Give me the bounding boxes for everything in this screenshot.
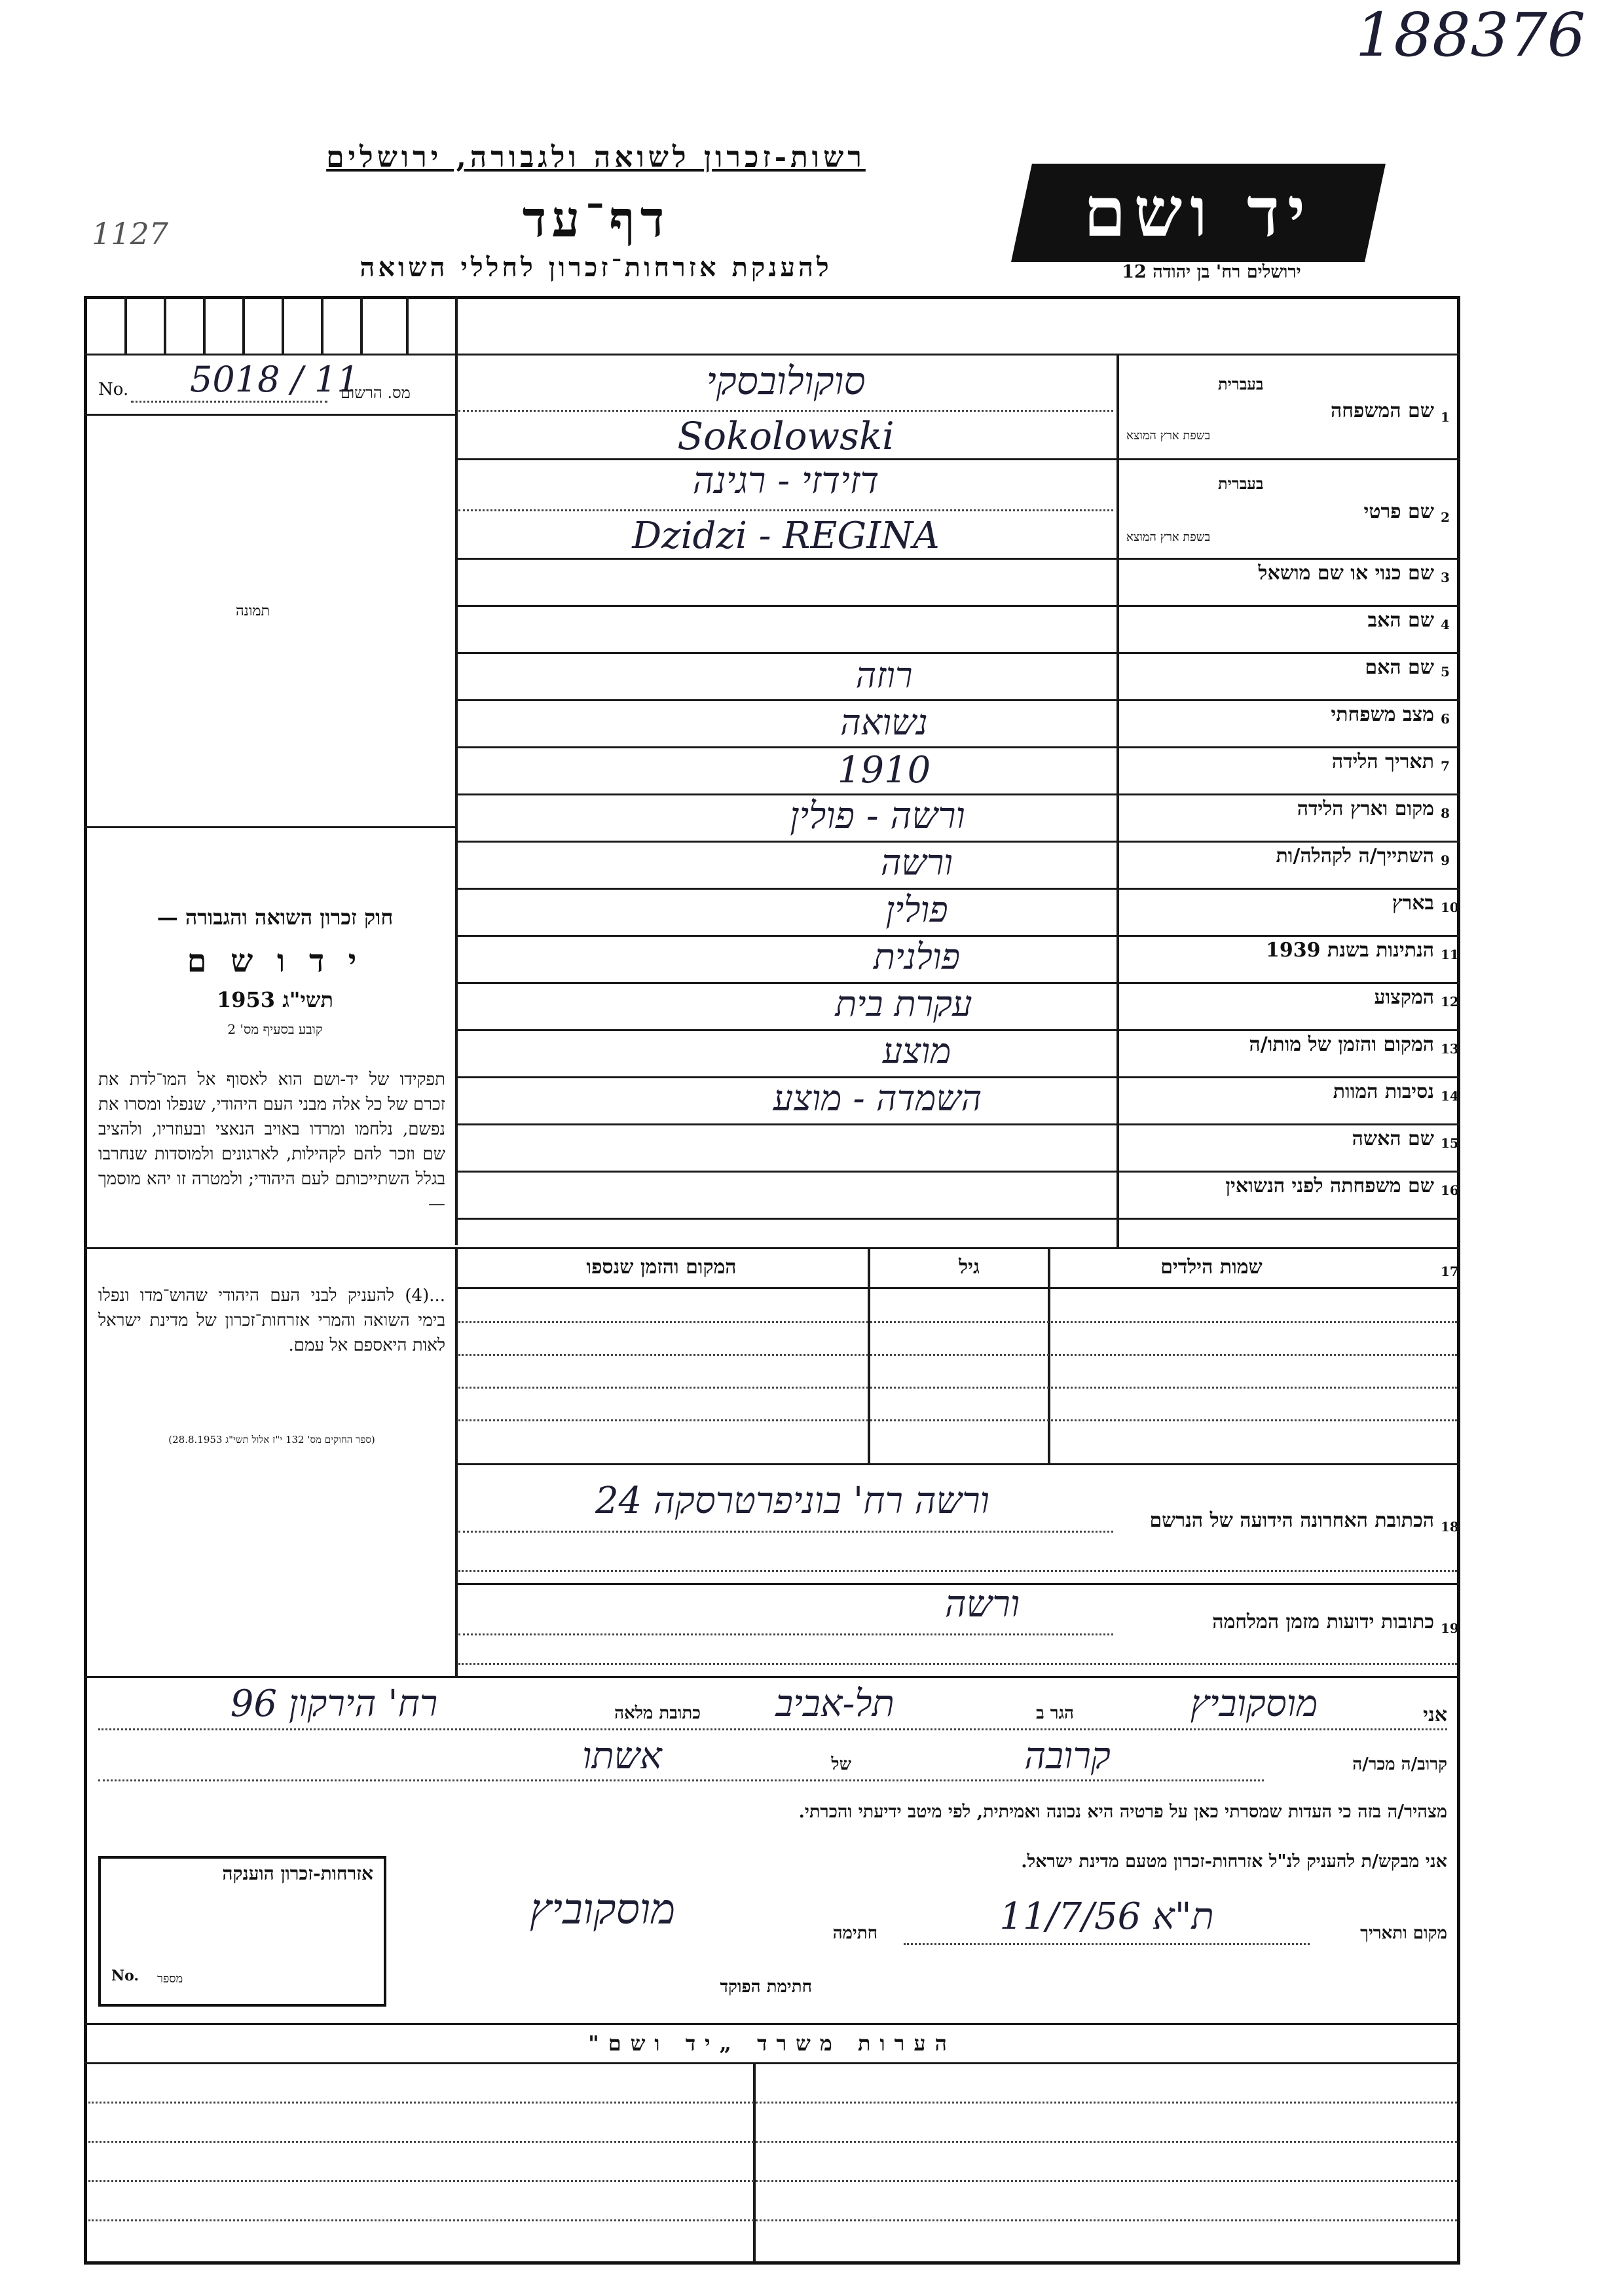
field-value-community: ורשה [880,842,953,883]
address-dotted [458,1633,1113,1635]
row-line [455,699,1460,701]
declaration-top-line [84,1676,1460,1678]
signature-label: חתימה [832,1923,877,1943]
declarant-of-label: של [831,1755,851,1774]
children-col-place: המקום והזמן שנספו [586,1256,737,1279]
remarks-dotted [88,2102,1457,2104]
remarks-dotted [88,2141,1457,2143]
field-value-family-name-origin: Sokolowski [677,414,895,458]
field-number: 1 [1441,409,1450,425]
authority-title: רשות-זכרון לשואה ולגבורה, ירושלים [326,141,866,174]
row-line [455,1218,1460,1220]
field-label-first-name: שם פרטי [1363,500,1434,523]
field-label-country: בארץ [1392,892,1434,915]
declarant-address: רח' הירקון 96 [230,1683,438,1725]
row-line [455,558,1460,560]
place-date-dotted [904,1943,1310,1945]
declarant-relation: קרובה [1024,1735,1111,1777]
tally-divider [242,296,245,354]
field-number: 10 [1441,900,1459,915]
field-value-death-circumstances: השמדה - מוצע [773,1078,982,1119]
row-line [455,1171,1460,1173]
field-label-marital-status: מצב משפחתי [1331,703,1434,726]
law-source: (ספר החוקים מס' 132 י"ז אלול תשי"ג 28.8.1953) [168,1434,375,1446]
field-label-occupation: המקצוע [1374,986,1434,1009]
children-col-age: גיל [959,1256,980,1279]
stamp-number: 1127 [92,216,169,251]
field-value-first-name-hebrew: דזידזי - רגינה [692,460,879,502]
field-sub-hebrew: בעברית [1218,474,1264,493]
field-value-last-address: ורשה רח' בוניפרטרסקה 24 [595,1480,990,1522]
field-number: 15 [1441,1135,1459,1151]
field-label-community: השתייך/ה לקהלה/ות [1276,845,1434,867]
field-number: 14 [1441,1088,1459,1104]
children-row-line [458,1387,1457,1389]
field-value-marital-status: נשואה [840,702,928,743]
place-date-value: ת"א 11/7/56 [999,1895,1214,1938]
field-value-country: פולין [885,889,948,930]
award-number-prefix: No. [111,1967,139,1984]
registration-value: 5018 / 11 [190,359,360,400]
field-value-birth-date: 1910 [837,749,931,792]
children-row-line [458,1419,1457,1421]
row-dotted [458,509,1113,511]
archive-number: 188376 [1356,0,1586,70]
declarant-name: מוסקוביץ [1190,1683,1318,1725]
form-title: דף־עד [522,190,670,248]
field-sub-origin: בשפת ארץ המוצא [1126,530,1211,544]
tally-divider [124,296,127,354]
field-value-first-name-origin: Dzidzi - REGINA [632,515,940,557]
field-number: 17 [1441,1264,1459,1279]
signature-value: מוסקוביץ [529,1886,676,1934]
registration-bottom-line [84,414,455,416]
field-number: 12 [1441,994,1459,1010]
row-line [455,746,1460,748]
tally-divider [321,296,323,354]
field-number: 4 [1441,617,1450,632]
registration-prefix: No. [98,380,129,399]
declarant-dotted [98,1779,1264,1781]
declaration-statement-2: אני מבקש/ת להעניק לנ"ל אזרחות-זכרון מטעם מדינת ישראל. [1021,1851,1447,1872]
remarks-divider [753,2062,756,2262]
tally-divider [164,296,166,354]
field-number: 16 [1441,1182,1459,1198]
award-box-title: אזרחות-זכרון הוענקה [222,1863,373,1884]
field-value-war-addresses: ורשה [944,1583,1020,1626]
declarant-of-value: אשתו [582,1735,662,1777]
photo-bottom-line [84,826,455,828]
logo-text: יד ושם [1083,172,1314,252]
field-value-occupation: עקרת בית [835,983,972,1025]
law-name: י ד ו ש ם [187,943,363,979]
tally-divider [406,296,409,354]
logo-address: ירושלים רח' בן יהודה 12 [1122,262,1301,282]
field-label-father-name: שם האב [1367,609,1434,632]
place-date-label: מקום ותאריך [1360,1923,1447,1943]
declarant-i-label: אני [1423,1704,1447,1726]
label-column-divider [1116,354,1119,1247]
tally-divider [282,296,284,354]
field-value-mother-name: רוזה [855,655,913,696]
law-paragraph-1: תפקידו של יד-ושם הוא לאסוף אל המו־לדת את זכרם של כל אלה מבני העם היהודי, שנפלו ומסרו את נפשם, נלחמו ומרדו באויב הנאצי ובעוזריו, ולהציב שם וזכר להם לקהילות, לארגונים ולמוסדות שנחרבו בגלל השתייכותם לעם היהודי; ולמטרה זו יהא מוסמך — [98,1070,445,1214]
row-line [455,1123,1460,1125]
field-label-mother-name: שם האם [1365,656,1434,679]
form-subtitle: להענקת אזרחות־זכרון לחללי השואה [360,252,832,283]
field-sub-hebrew: בעברית [1218,374,1264,393]
top-strip-line [84,354,1460,355]
photo-label: תמונה [236,603,270,619]
field-label-family-name: שם המשפחה [1330,399,1434,422]
declarant-dotted [98,1728,1447,1730]
field-number: 5 [1441,664,1450,680]
field-number: 2 [1441,509,1450,525]
children-top-line [84,1247,1460,1249]
registration-label: מס. הרשום [341,384,411,402]
field-label-nickname: שם כנוי או שם מושאל [1258,562,1434,585]
children-header-line [455,1287,1460,1289]
row-line [455,605,1460,607]
field-number: 3 [1441,570,1450,585]
declarant-address-label: כתובת מלאה [614,1704,701,1723]
field-value-birth-place: ורשה - פולין [790,795,965,837]
address-dotted [458,1663,1457,1665]
field-number: 13 [1441,1041,1459,1057]
field-label-war-addresses: כתובות ידועות מזמן המלחמה [1212,1611,1434,1633]
field-label-maiden-name: שם משפחתה לפני הנשואין [1225,1175,1434,1197]
field-number: 9 [1441,852,1450,868]
remarks-top-line [84,2023,1460,2025]
field-number: 11 [1441,947,1459,962]
declarant-relative-label: קרוב/ה מכר/ה [1352,1755,1447,1774]
row-line [455,652,1460,654]
field-number: 8 [1441,805,1450,821]
remarks-dotted [88,2219,1457,2221]
field-label-citizenship-1939: הנתינות בשנת 1939 [1265,939,1434,962]
remarks-title: הערות משרד „יד ושם" [588,2031,956,2056]
field-label-death-place-time: המקום והזמן של מותו/ה [1249,1033,1434,1056]
children-col-names: שמות הילדים [1160,1256,1263,1279]
declarant-city: תל-אביב [775,1683,895,1725]
remarks-header-line [84,2062,1460,2064]
law-year: תשי"ג 1953 [217,987,333,1012]
declaration-statement-1: מצהיר/ה בזה כי העדות שמסרתי כאן על פרטיה היא נכונה ואמיתית, לפי מיטב ידיעתי והכרתי. [798,1802,1447,1822]
remarks-dotted [88,2180,1457,2182]
field-label-birth-date: תאריך הלידה [1331,750,1434,773]
field-label-birth-place: מקום וארץ הלידה [1297,797,1434,820]
field-label-death-circumstances: נסיבות המוות [1333,1080,1434,1103]
law-note: קובע בסעיף מס' 2 [227,1021,323,1037]
children-row-line [458,1321,1457,1323]
officer-signature-label: חתימת הפוקד [720,1977,812,1997]
award-number-label: מספר [157,1972,183,1986]
children-row-line [458,1354,1457,1356]
children-bottom-line [455,1463,1460,1465]
children-divider [455,1247,458,1463]
row-dotted [458,410,1113,412]
field-number: 7 [1441,758,1450,774]
field-label-wife-name: שם האשה [1352,1127,1434,1150]
field-number: 19 [1441,1620,1459,1636]
field-sub-origin: בשפת ארץ המוצא [1126,429,1211,443]
field-number: 6 [1441,711,1450,727]
tally-divider [203,296,206,354]
address-dotted [458,1531,1113,1533]
registration-dotted-line [131,401,327,403]
field-value-family-name-hebrew: סוקולובסקי [706,359,866,403]
tally-divider [360,296,363,354]
field-label-last-address: הכתובת האחרונה הידועה של הנרשם [1149,1509,1434,1532]
declarant-lives-label: הגר ב [1036,1704,1074,1723]
field-value-citizenship-1939: פולנית [873,936,961,977]
law-paragraph-2: ...(4) להעניק לבני העם היהודי שהוש־מדו ונפלו בימי השואה והמרי אזרחות־זכרון של מדינת ישראל לאות היאספם אל עמם. [98,1286,445,1355]
law-title: חוק זכרון השואה והגבורה — [157,905,394,930]
address-left-divider [455,1463,458,1676]
field-number: 18 [1441,1519,1459,1535]
field-value-death-place-time: מוצע [882,1030,951,1072]
address-dotted [458,1570,1457,1572]
